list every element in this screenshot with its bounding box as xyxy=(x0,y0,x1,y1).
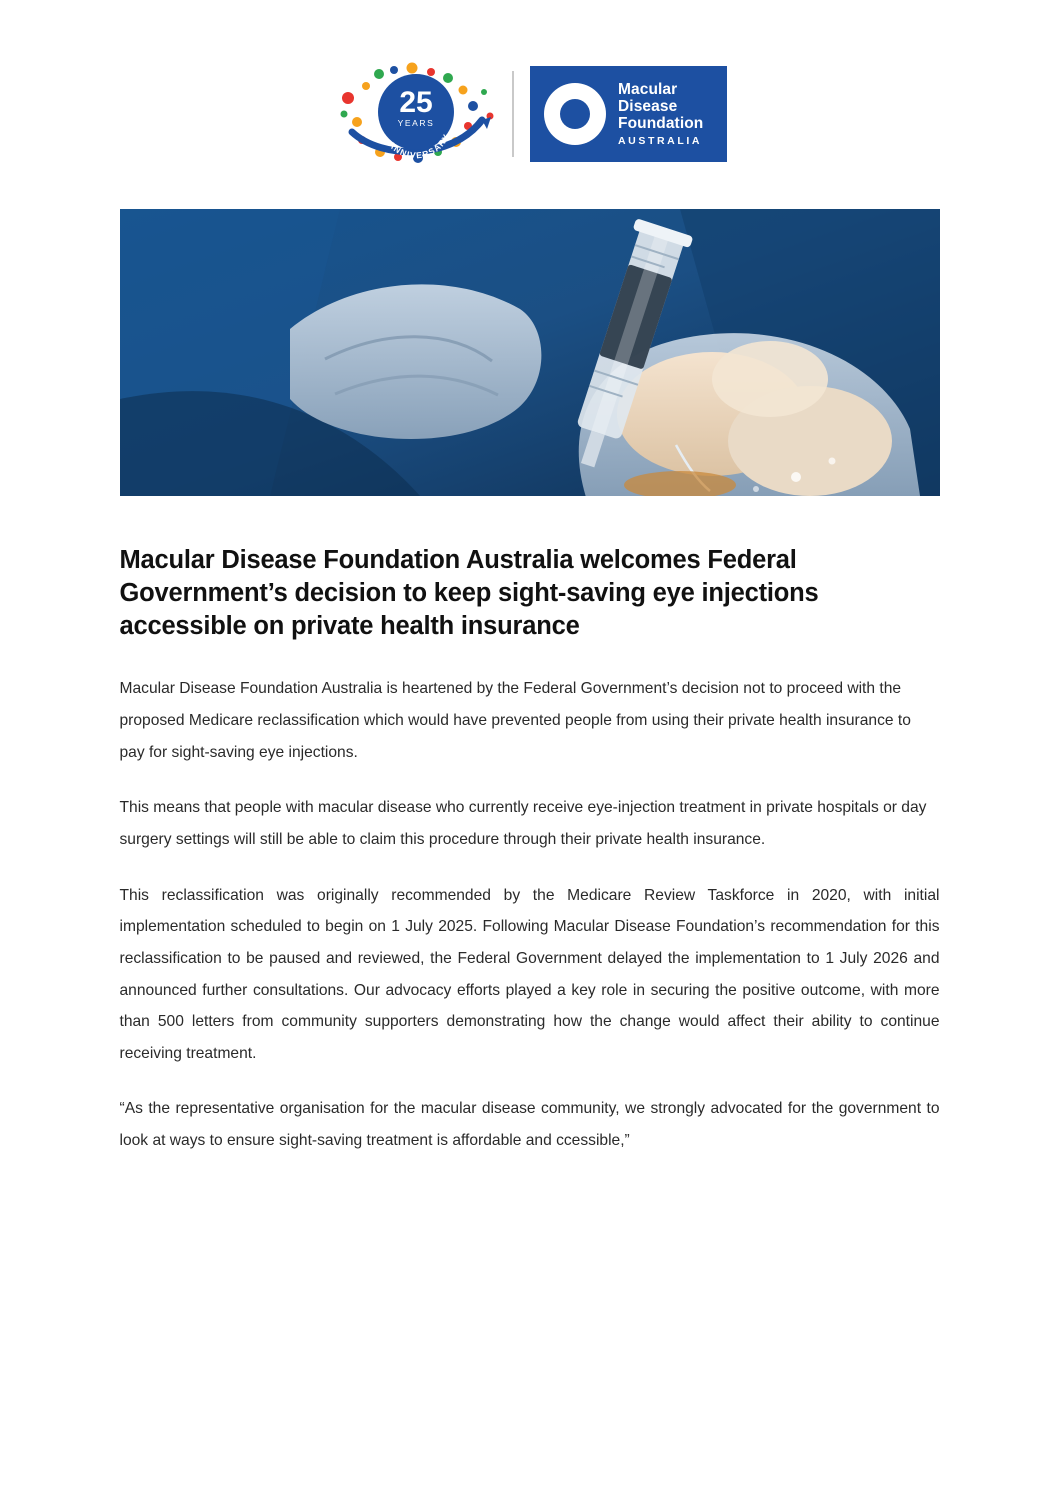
organisation-logo xyxy=(530,66,727,162)
eye-icon xyxy=(544,83,606,145)
hero-image xyxy=(120,209,940,496)
anniversary-logo xyxy=(332,62,502,166)
logo-line-1: Macular xyxy=(618,80,678,98)
logo-line-3: Foundation xyxy=(618,115,704,133)
logo-row xyxy=(332,62,727,166)
page-title: Macular Disease Foundation Australia welcomes Federal Government’s decision to keep sight-saving eye injections accessible on private health insurance xyxy=(119,546,819,641)
paragraph-2: This means that people with macular disease who currently receive eye-injection treatment in private hospitals or day surgery settings will still be able to claim this procedure through their private health insurance. xyxy=(119,799,927,848)
logo-country: AUSTRALIA xyxy=(618,134,703,147)
organisation-logo-text xyxy=(618,81,703,148)
hero-illustration xyxy=(120,209,940,496)
article-body xyxy=(120,496,940,1157)
logo-divider xyxy=(512,71,514,157)
svg-text:YEARS: YEARS xyxy=(397,118,435,128)
paragraph-1: Macular Disease Foundation Australia is heartened by the Federal Government’s decision not to proceed with the proposed Medicare reclassification which would have prevented people from using their private health insurance to pay for sight-saving eye injections. xyxy=(119,680,911,761)
svg-text:ANNIVERSARY: ANNIVERSARY xyxy=(386,131,452,161)
svg-text:25: 25 xyxy=(399,86,433,119)
paragraph-3: This reclassification was originally recommended by the Medicare Review Taskforce in 2020, with initial implementation scheduled to begin on 1 July 2025. Following Macular Disease Foundation’s recommendation for this reclassification to be paused and reviewed, the Federal Government delayed the implementation to 1 July 2026 and announced further consultations. Our advocacy efforts played a key role in securing the positive outcome, with more than 500 letters from community supporters demonstrating how the change would affect their ability to continue receiving treatment. xyxy=(119,886,940,1062)
document-header xyxy=(0,0,1059,166)
anniversary-logo-icon xyxy=(332,62,502,166)
logo-line-2: Disease xyxy=(618,97,678,115)
paragraph-4: “As the representative organisation for the macular disease community, we strongly advocated for the government to look at ways to ensure sight-saving treatment is affordable and ccessible,” xyxy=(119,1100,940,1150)
